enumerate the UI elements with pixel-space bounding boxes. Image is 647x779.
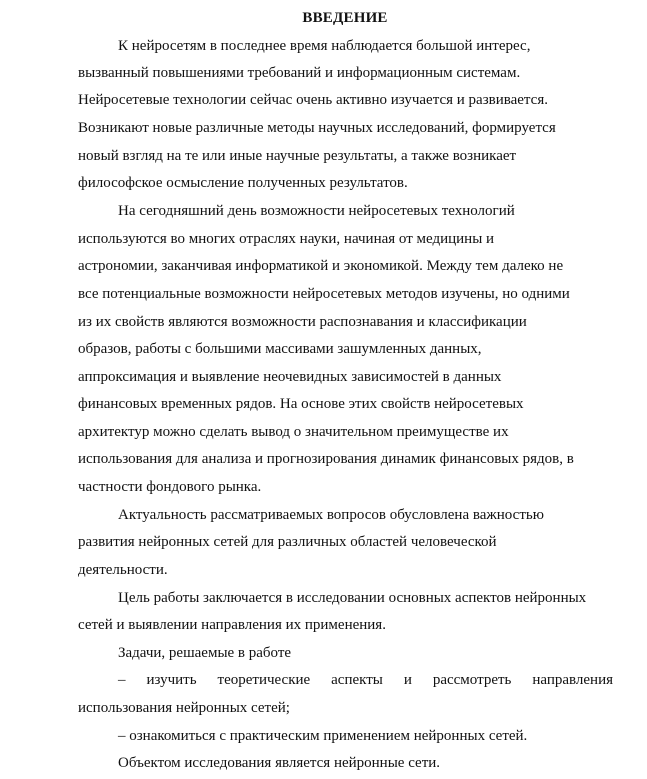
- text-line-27: Объектом исследования является нейронные сети.: [118, 755, 441, 771]
- text-line-7: На сегодняшний день возможности нейросетевых технологий: [118, 203, 515, 219]
- text-line-3: Нейросетевые технологии сейчас очень активно изучается и развивается.: [78, 92, 548, 108]
- text-line-5: новый взгляд на те или иные научные результаты, а также возникает: [78, 148, 517, 164]
- text-line-16: использования для анализа и прогнозирования динамик финансовых рядов, в: [78, 451, 574, 467]
- text-line-14: финансовых временных рядов. На основе этих свойств нейросетевых: [78, 396, 524, 412]
- text-line-10: все потенциальные возможности нейросетевых методов изучены, но одними: [78, 286, 570, 302]
- text-line-22: сетей и выявлении направления их применения.: [78, 617, 386, 633]
- text-line-12: образов, работы с большими массивами зашумленных данных,: [78, 341, 482, 357]
- text-line-15: архитектур можно сделать вывод о значительном преимуществе их: [78, 424, 509, 440]
- text-line-11: из их свойств являются возможности распознавания и классификации: [78, 314, 527, 330]
- text-line-24: – изучить теоретические аспекты и рассмотреть направления: [118, 672, 613, 688]
- section-title: ВВЕДЕНИЕ: [302, 10, 388, 26]
- text-line-13: аппроксимация и выявление неочевидных зависимостей в данных: [78, 369, 502, 385]
- text-line-2: вызванный повышениями требований и информационным системам.: [78, 65, 521, 81]
- text-line-1: К нейросетям в последнее время наблюдается большой интерес,: [118, 38, 531, 54]
- text-line-6: философское осмысление полученных результатов.: [78, 175, 408, 191]
- text-line-26: – ознакомиться с практическим применением нейронных сетей.: [118, 728, 528, 744]
- text-line-25: использования нейронных сетей;: [78, 700, 290, 716]
- text-line-18: Актуальность рассматриваемых вопросов обусловлена важностью: [118, 507, 544, 523]
- text-line-8: используются во многих отраслях науки, начиная от медицины и: [78, 231, 495, 247]
- text-line-4: Возникают новые различные методы научных исследований, формируется: [78, 120, 556, 136]
- text-line-21: Цель работы заключается в исследовании основных аспектов нейронных: [118, 590, 587, 606]
- text-line-19: развития нейронных сетей для различных областей человеческой: [78, 534, 497, 550]
- text-line-17: частности фондового рынка.: [78, 479, 262, 495]
- text-line-23: Задачи, решаемые в работе: [118, 645, 292, 661]
- text-line-9: астрономии, заканчивая информатикой и экономикой. Между тем далеко не: [78, 258, 564, 274]
- text-line-20: деятельности.: [78, 562, 168, 578]
